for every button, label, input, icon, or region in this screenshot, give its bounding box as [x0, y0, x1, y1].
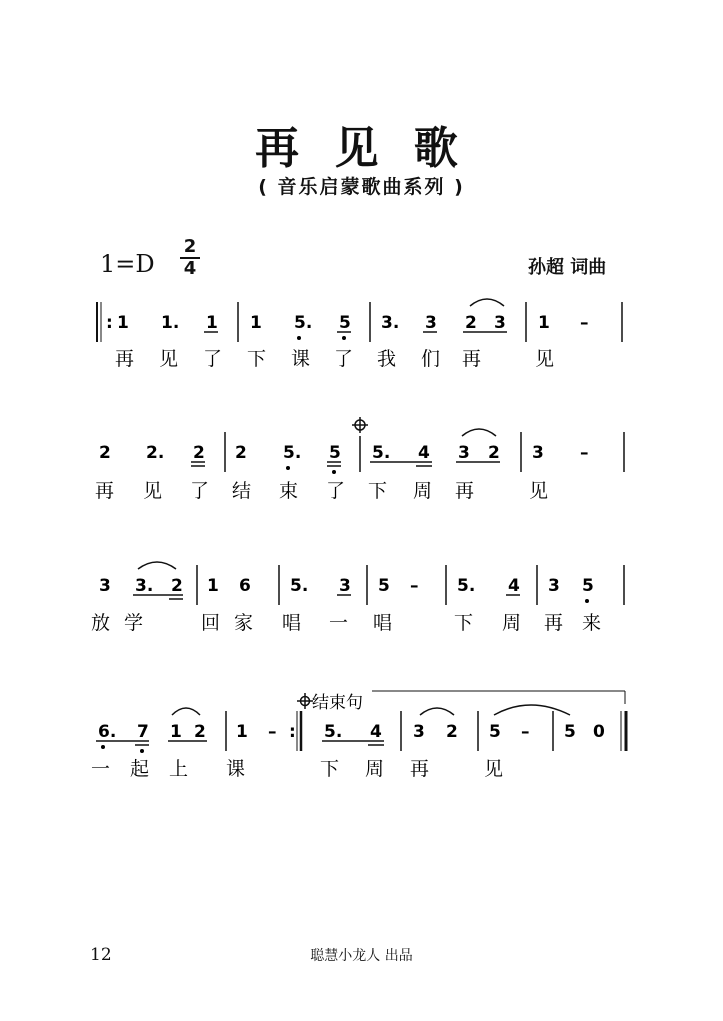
note: 2: [171, 576, 183, 596]
note: 1.: [161, 313, 180, 333]
lyric: 上: [169, 758, 189, 780]
note: 6.: [98, 722, 117, 742]
note: 2: [194, 722, 206, 742]
score-line-3: [91, 562, 624, 634]
lyric: 下: [247, 348, 267, 370]
song-subtitle: ( 音乐启蒙歌曲系列 ): [258, 176, 465, 198]
note: 5: [339, 313, 351, 333]
score-line-4: [91, 691, 626, 780]
note: 2: [465, 313, 477, 333]
note: 4: [370, 722, 382, 742]
low-dot: [286, 466, 290, 470]
lyric: 见: [529, 480, 549, 502]
note: 5.: [294, 313, 313, 333]
note: 2: [193, 443, 205, 463]
lyric: 起: [130, 758, 150, 780]
note: 3: [532, 443, 544, 463]
note: 2.: [146, 443, 165, 463]
lyric: 见: [143, 480, 163, 502]
lyric: 再: [455, 480, 475, 502]
note: 2: [446, 722, 458, 742]
note: –: [268, 722, 277, 742]
note: 5: [582, 576, 594, 596]
key-signature: 1=D: [100, 250, 155, 278]
lyric: 唱: [282, 612, 302, 634]
lyric: 家: [234, 612, 254, 634]
lyric: 再: [462, 348, 482, 370]
note: 5.: [372, 443, 391, 463]
lyric: 来: [582, 612, 602, 634]
note: –: [521, 722, 530, 742]
time-signature-top: 2: [183, 236, 197, 257]
note: –: [580, 313, 589, 333]
lyric: 了: [190, 480, 210, 502]
lyric: 周: [413, 480, 433, 502]
note: 5: [329, 443, 341, 463]
note: 1: [207, 576, 219, 596]
note: 0: [593, 722, 605, 742]
score-line-1: [97, 299, 622, 370]
slur: [138, 562, 176, 569]
note: 3: [458, 443, 470, 463]
lyric: 唱: [373, 612, 393, 634]
lyric: 周: [502, 612, 522, 634]
note: 3: [548, 576, 560, 596]
lyric: 一: [91, 758, 111, 780]
note: 1: [117, 313, 129, 333]
note: 5: [378, 576, 390, 596]
score-line-2: [95, 417, 624, 502]
note: 5.: [283, 443, 302, 463]
note: 2: [488, 443, 500, 463]
lyric: 束: [279, 480, 299, 502]
note: –: [580, 443, 589, 463]
note: 3: [99, 576, 111, 596]
note: 5: [489, 722, 501, 742]
composer-credit: 孙超 词曲: [528, 257, 607, 278]
time-signature-bottom: 4: [183, 258, 197, 279]
slur: [172, 708, 200, 715]
lyric: 再: [410, 758, 430, 780]
lyric: 了: [203, 348, 223, 370]
note: 2: [235, 443, 247, 463]
lyric: 见: [159, 348, 179, 370]
note: 3.: [381, 313, 400, 333]
lyric: 结: [232, 480, 252, 502]
publisher-credit: 聪慧小龙人 出品: [310, 948, 413, 964]
note: 5.: [457, 576, 476, 596]
note: 5.: [290, 576, 309, 596]
note: 1: [170, 722, 182, 742]
lyric: 周: [365, 758, 385, 780]
note: 2: [99, 443, 111, 463]
lyric: 下: [368, 480, 388, 502]
lyric: 课: [291, 348, 311, 370]
note: 1: [206, 313, 218, 333]
lyric: 们: [421, 348, 441, 370]
note: 5.: [324, 722, 343, 742]
lyric: 了: [326, 480, 346, 502]
lyric: 再: [95, 480, 115, 502]
slur: [462, 429, 496, 436]
note: :: [106, 313, 113, 333]
lyric: 下: [320, 758, 340, 780]
note: 3: [425, 313, 437, 333]
lyric: 下: [454, 612, 474, 634]
lyric: 了: [334, 348, 354, 370]
note: :: [289, 722, 296, 742]
lyric: 见: [535, 348, 555, 370]
lyric: 我: [377, 348, 397, 370]
note: 3.: [135, 576, 154, 596]
note: 3: [413, 722, 425, 742]
lyric: 放: [91, 612, 111, 634]
low-dot: [585, 599, 589, 603]
note: 4: [508, 576, 520, 596]
lyric: 回: [201, 612, 221, 634]
note: 3: [494, 313, 506, 333]
note: 6: [239, 576, 251, 596]
note: 1: [236, 722, 248, 742]
note: –: [410, 576, 419, 596]
low-dot: [342, 336, 346, 340]
lyric: 课: [226, 758, 246, 780]
page-number: 12: [90, 945, 112, 965]
coda-label: 结束句: [312, 693, 363, 713]
low-dot: [332, 470, 336, 474]
low-dot: [101, 745, 105, 749]
slur: [494, 705, 570, 715]
lyric: 学: [124, 612, 144, 634]
lyric: 见: [484, 758, 504, 780]
low-dot: [140, 749, 144, 753]
song-title: 再 见 歌: [255, 123, 468, 174]
slur: [420, 708, 454, 715]
slur: [470, 299, 504, 306]
note: 3: [339, 576, 351, 596]
lyric: 再: [544, 612, 564, 634]
note: 5: [564, 722, 576, 742]
lyric: 一: [329, 612, 349, 634]
note: 7: [137, 722, 149, 742]
lyric: 再: [115, 348, 135, 370]
note: 1: [250, 313, 262, 333]
note: 4: [418, 443, 430, 463]
note: 1: [538, 313, 550, 333]
low-dot: [297, 336, 301, 340]
